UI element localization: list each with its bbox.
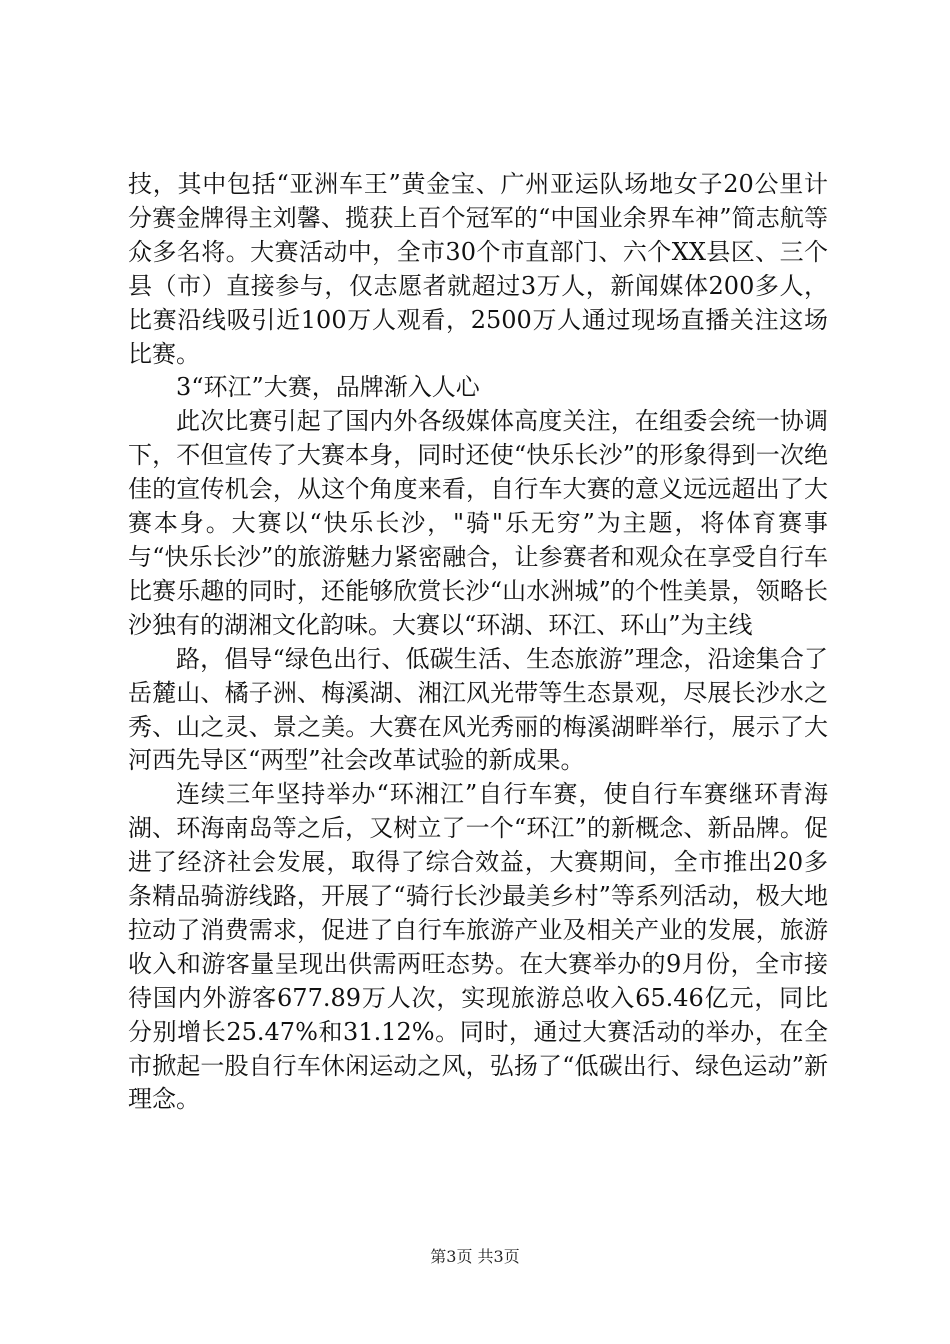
paragraph-media-attention: 此次比赛引起了国内外各级媒体高度关注，在组委会统一协调下，不但宣传了大赛本身，同时还使“快乐长沙”的形象得到一次绝佳的宣传机会，从这个角度来看，自行车大赛的意义远远超出了大赛本身。大赛以“快乐长沙，"骑"乐无穷”为主题，将体育赛事与“快乐长沙”的旅游魅力紧密融合，让参赛者和观众在享受自行车比赛乐趣的同时，还能够欣赏长沙“山水洲城”的个性美景，领略长沙独有的湖湘文化韵味。大赛以“环湖、环江、环山”为主线: [128, 407, 828, 639]
paragraph-economic-benefits: 连续三年坚持举办“环湘江”自行车赛，使自行车赛继环青海湖、环海南岛等之后，又树立了一个“环江”的新概念、新品牌。促进了经济社会发展，取得了综合效益，大赛期间，全市推出20多条精品骑游线路，开展了“骑行长沙最美乡村”等系列活动，极大地拉动了消费需求，促进了自行车旅游产业及相关产业的发展，旅游收入和游客量呈现出供需两旺态势。在大赛举办的9月份，全市接待国内外游客677.89万人次，实现旅游总收入65.46亿元，同比分别增长25.47%和31.12%。同时，通过大赛活动的举办，在全市掀起一股自行车休闲运动之风，弘扬了“低碳出行、绿色运动”新理念。: [128, 780, 828, 1114]
paragraph-athletes-and-participation: 技，其中包括“亚洲车王”黄金宝、广州亚运队场地女子20公里计分赛金牌得主刘馨、揽获上百个冠军的“中国业余界车神”简志航等众多名将。大赛活动中，全市30个市直部门、六个XX县区、三个县（市）直接参与，仅志愿者就超过3万人，新闻媒体200多人，比赛沿线吸引近100万人观看，2500万人通过现场直播关注这场比赛。: [128, 170, 828, 368]
paragraph-route-scenery: 路，倡导“绿色出行、低碳生活、生态旅游”理念，沿途集合了岳麓山、橘子洲、梅溪湖、湘江风光带等生态景观，尽展长沙水之秀、山之灵、景之美。大赛在风光秀丽的梅溪湖畔举行，展示了大河西先导区“两型”社会改革试验的新成果。: [128, 644, 828, 775]
section-heading-brand: 3“环江”大赛，品牌渐入人心: [176, 373, 480, 402]
page-footer: 第3页 共3页: [430, 1247, 520, 1266]
document-body: [128, 168, 828, 1117]
